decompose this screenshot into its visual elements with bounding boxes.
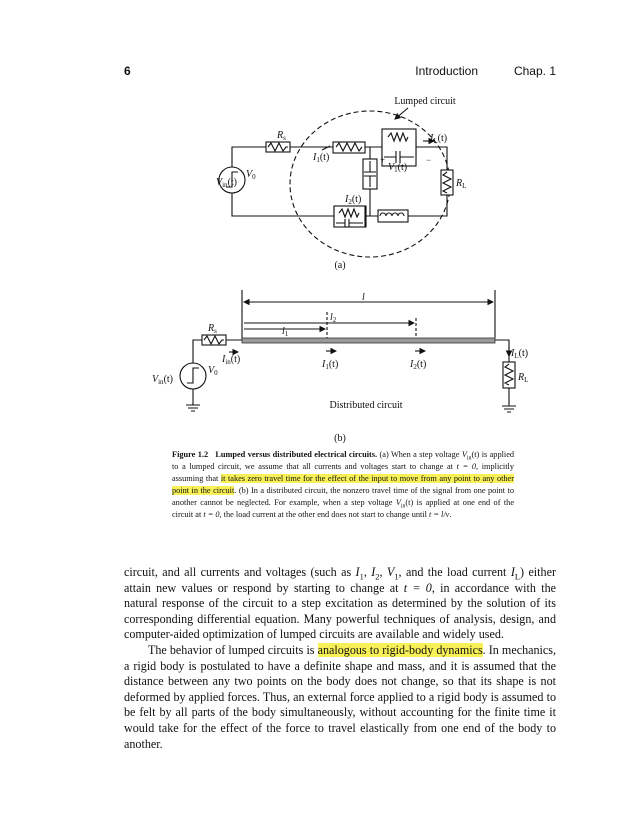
i2-label-b: $I_2(t)$ [410, 359, 427, 371]
rs-label-a: $R_s$ [277, 130, 286, 142]
body-text-run: , [379, 565, 383, 579]
vin-label-a: $V_{in}(t)$ [216, 177, 238, 189]
caption-symbol: V [395, 498, 401, 508]
rl-label-a: $R_L$ [456, 178, 467, 190]
symbol: V [386, 565, 395, 579]
caption-highlight: it takes zero travel time for the effect of the input to move from any point to any other point in the circuit [172, 474, 514, 496]
symbol-sub: 2 [375, 571, 380, 582]
iin-label-b: $I_{in}(t)$ [222, 354, 241, 366]
caption-text: . [449, 510, 452, 520]
body-text-run: , [363, 565, 367, 579]
symbol-sub: L [514, 571, 521, 582]
caption-text: , implicitly assuming that [172, 462, 514, 484]
l1-label: $l_1$ [282, 326, 289, 338]
i1-label-b: $I_1(t)$ [322, 359, 339, 371]
caption-text: is applied at one end of the circuit at [172, 498, 515, 520]
figure-a-label: (a) [334, 260, 346, 271]
caption-symbol-sub: in [466, 455, 472, 462]
body-text-run: , and the load current [398, 565, 507, 579]
length-l-label: l [362, 292, 365, 303]
page-number: 6 [124, 64, 131, 78]
section-title: Introduction [415, 64, 478, 78]
caption-text: , the load current at the other end does not start to change until [219, 510, 427, 520]
lumped-labels [216, 96, 466, 271]
v0-label-a: $V_0$ [246, 169, 256, 181]
distributed-title: Distributed circuit [329, 400, 403, 411]
step-symbol-b [187, 368, 199, 383]
caption-math: t = 0 [456, 462, 476, 472]
caption-text: . (b) In a distributed circuit, the nonzero travel time of the signal from one point to another cannot be neglected. For example, when a step voltage [172, 486, 515, 508]
body-text-run: circuit, and all currents and voltages (such as [124, 565, 352, 579]
caption-symbol-sub: in [400, 504, 406, 511]
v1-label-a: $V_1(t)$ [388, 162, 408, 174]
transmission-line [242, 338, 495, 343]
ground-left [186, 405, 200, 411]
v1-plus-a: + [380, 155, 386, 165]
il-label-a: $I_L(t)$ [430, 133, 448, 145]
body-text-run: The behavior of lumped circuits is [148, 642, 315, 657]
v1-minus-a: − [426, 155, 432, 165]
figure-b-label: (b) [334, 433, 346, 444]
figure-caption [172, 449, 514, 522]
symbol: I [510, 565, 515, 579]
caption-math: t = l/v [428, 510, 450, 520]
symbol: I [355, 565, 360, 579]
body-text-run: , in accordance with the natural response of the circuit to a step excitation as determined by the solution of its corresponding differential equation. Many powerful techniques of analysis, design, and computer-aided optimization of lumped circuits are available and widely used. [124, 580, 556, 642]
caption-math: t = 0 [203, 510, 220, 520]
body-text-run: . In mechanics, a rigid body is postulated to have a definite shape and mass, and it is assumed that the distance between any two points on the body does not change, so that its shape is not deformed by applied forces. Thus, an external force applied to a rigid body is assumed to be felt by all parts of the body simultaneously, without accounting for the finite time it would take for the effect of the force to travel elastically from one end of the body to another. [124, 642, 556, 751]
caption-figure-label: Figure 1.2 [172, 450, 209, 459]
i1-label-a: $I_1(t)$ [313, 152, 330, 164]
body-highlight: analogous to rigid-body dynamics [317, 642, 483, 657]
il-label-b: $I_L(t)$ [511, 348, 529, 360]
symbol-sub: 1 [359, 571, 364, 582]
distributed-labels [152, 292, 528, 444]
lumped-title: Lumped circuit [394, 96, 456, 107]
v0-label-b: $V_0$ [208, 365, 218, 377]
chapter-label: Chap. 1 [513, 64, 556, 78]
caption-symbol-arg: (t) [471, 450, 480, 459]
paragraph-2 [124, 643, 556, 752]
symbol: I [371, 565, 376, 579]
caption-text: (a) When a step voltage [379, 450, 460, 459]
distributed-wires [193, 340, 509, 406]
i2-label-a: $I_2(t)$ [345, 194, 362, 206]
rl-label-b: $R_L$ [518, 372, 529, 384]
body-text [124, 565, 556, 752]
caption-figure-title: Lumped versus distributed electrical circuits. [215, 450, 378, 459]
rs-label-b: $R_s$ [208, 323, 217, 335]
parallel-rc-a [382, 129, 416, 166]
caption-text: is applied to a lumped circuit, we assume that all currents and voltages start to change at [172, 450, 515, 472]
symbol-sub: 1 [394, 571, 399, 582]
vin-label-b: $V_{in}(t)$ [152, 374, 174, 386]
lumped-circuit-diagram [219, 108, 453, 257]
caption-symbol-arg: (t) [405, 498, 414, 508]
body-text-run: ) either attain new values or respond by starting to change at [124, 565, 556, 595]
paragraph-1 [124, 565, 556, 643]
caption-symbol: V [461, 450, 467, 459]
ground-right [502, 406, 516, 412]
math: t = 0 [403, 580, 432, 595]
distributed-circuit-diagram [180, 290, 516, 412]
l2-label: $l_2$ [330, 312, 337, 324]
